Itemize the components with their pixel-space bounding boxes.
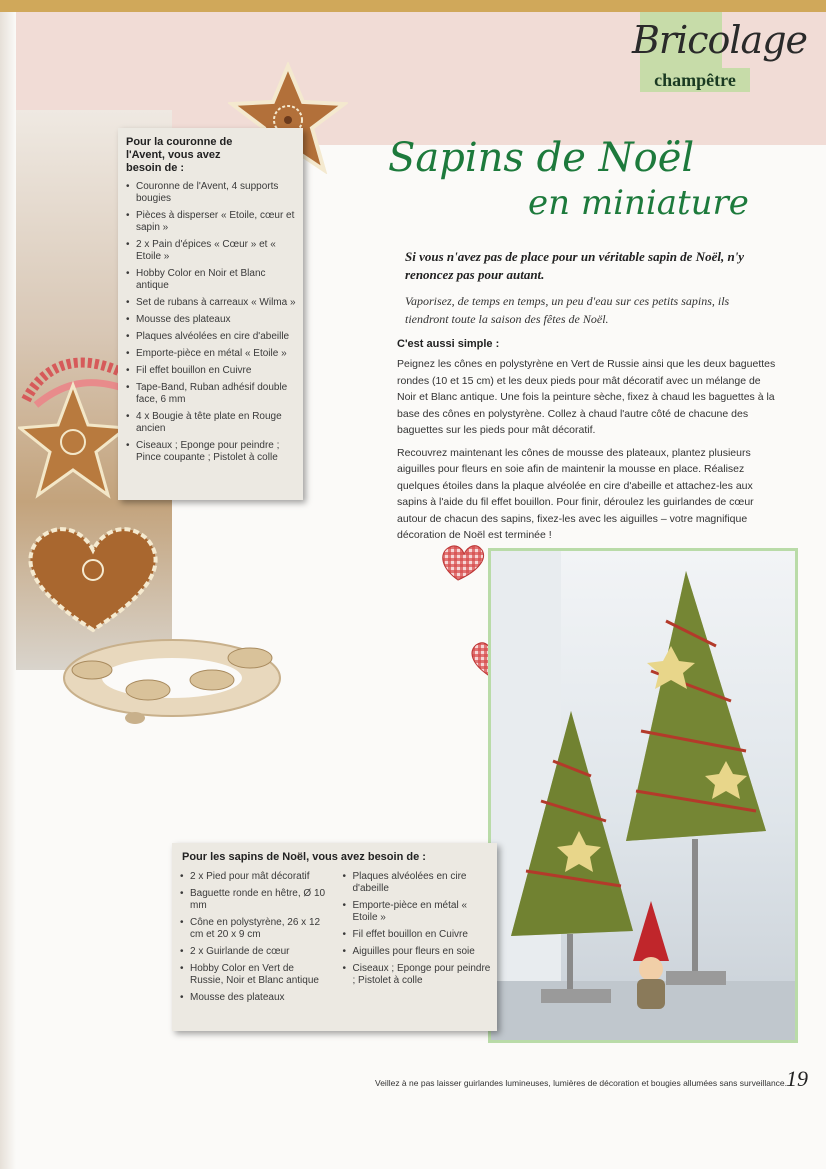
list-item: • Ciseaux ; Eponge pour peindre ; Pince coupante ; Pistolet à colle bbox=[126, 440, 297, 464]
list-item: • Plaques alvéolées en cire d'abeille bbox=[343, 871, 492, 895]
list-item: • Set de rubans à carreaux « Wilma » bbox=[126, 297, 297, 309]
list-item: • Fil effet bouillon en Cuivre bbox=[126, 365, 297, 377]
advent-supplies-box bbox=[118, 128, 303, 500]
advent-wreath-image bbox=[60, 628, 285, 728]
instructions-paragraph: Peignez les cônes en polystyrène en Vert de Russie ainsi que les deux baguettes rondes (10 et 15 cm) et les deux pieds pour mât décoratif avec un mélange de Noir et Blanc antique. Une fois la peinture sèche, fixez à chaud les baguettes à la base des cônes en polystyrène. Collez à chaud l'autre côté de chacune des baguettes sur les pieds pour mât décoratif. bbox=[397, 358, 776, 436]
trees-supplies-columns bbox=[172, 871, 497, 1009]
instructions-paragraph: Recouvrez maintenant les cônes de mousse des plateaux, plantez plusieurs aiguilles pour fleurs en soie afin de maintenir la mousse en place. Réalisez quelques étoiles dans la plaque alvéolée en cire d'abeille et attachez-les aux sapins à l'aide du fil effet bouillon. Pour finir, déroulez les guirlandes de cœur autour de chacun des sapins, fixez-les avec les aiguilles – votre magnifique décoration de Noël est terminée ! bbox=[397, 446, 754, 541]
list-item: • 4 x Bougie à tête plate en Rouge ancien bbox=[126, 411, 297, 435]
article-lead: Si vous n'avez pas de place pour un véritable sapin de Noël, n'y renoncez pas pour autant. bbox=[405, 249, 745, 282]
list-item: • Mousse des plateaux bbox=[126, 314, 297, 326]
top-bar bbox=[0, 0, 826, 12]
moss-trees-image bbox=[491, 551, 795, 1040]
list-item: • Fil effet bouillon en Cuivre bbox=[343, 929, 492, 941]
safety-note: Veillez à ne pas laisser guirlandes lumineuses, lumières de décoration et bougies allumées sans surveillance. bbox=[375, 1078, 788, 1088]
trees-supplies-box bbox=[172, 843, 497, 1031]
list-item: • Plaques alvéolées en cire d'abeille bbox=[126, 331, 297, 343]
article-intro: Vaporisez, de temps en temps, un peu d'eau sur ces petits sapins, ils tiendront toute la saison des fêtes de Noël. bbox=[405, 294, 730, 326]
trees-supplies-list-left bbox=[172, 871, 335, 1009]
list-item: • Baguette ronde en hêtre, Ø 10 mm bbox=[180, 888, 329, 912]
page-number: 19 bbox=[786, 1066, 808, 1091]
page-gutter bbox=[0, 0, 16, 1169]
instructions-heading: C'est aussi simple : bbox=[397, 338, 500, 350]
trees-supplies-list-right bbox=[335, 871, 498, 1009]
list-item: • Emporte-pièce en métal « Etoile » bbox=[343, 900, 492, 924]
instructions-body bbox=[397, 356, 782, 550]
list-item: • Tape-Band, Ruban adhésif double face, 6 mm bbox=[126, 382, 297, 406]
list-item: • 2 x Pied pour mât décoratif bbox=[180, 871, 329, 883]
list-item: • Emporte-pièce en métal « Etoile » bbox=[126, 348, 297, 360]
advent-supplies-heading: Pour la couronne de l'Avent, vous avez besoin de : bbox=[126, 136, 233, 174]
advent-supplies-list bbox=[118, 181, 303, 464]
list-item: • Hobby Color en Vert de Russie, Noir et Blanc antique bbox=[180, 963, 329, 987]
star-gingerbread-image bbox=[18, 380, 128, 500]
rubric-subtitle: champêtre bbox=[640, 68, 750, 92]
heart-gingerbread-image bbox=[18, 520, 168, 635]
list-item: • 2 x Pain d'épices « Cœur » et « Etoile » bbox=[126, 239, 297, 263]
trees-supplies-heading: Pour les sapins de Noël, vous avez besoin de : bbox=[182, 851, 426, 863]
list-item: • Ciseaux ; Eponge pour peindre ; Pistolet à colle bbox=[343, 963, 492, 987]
list-item: • Cône en polystyrène, 26 x 12 cm et 20 x 9 cm bbox=[180, 917, 329, 941]
list-item: • Mousse des plateaux bbox=[180, 992, 329, 1004]
list-item: • Pièces à disperser « Etoile, cœur et sapin » bbox=[126, 210, 297, 234]
list-item: • Aiguilles pour fleurs en soie bbox=[343, 946, 492, 958]
rubric-title: Bricolage bbox=[632, 18, 808, 62]
list-item: • 2 x Guirlande de cœur bbox=[180, 946, 329, 958]
list-item: • Hobby Color en Noir et Blanc antique bbox=[126, 268, 297, 292]
article-title-line2: en miniature bbox=[528, 183, 749, 223]
list-item: • Couronne de l'Avent, 4 supports bougies bbox=[126, 181, 297, 205]
miniature-trees-photo bbox=[488, 548, 798, 1043]
article-title-line1: Sapins de Noël bbox=[388, 135, 695, 181]
